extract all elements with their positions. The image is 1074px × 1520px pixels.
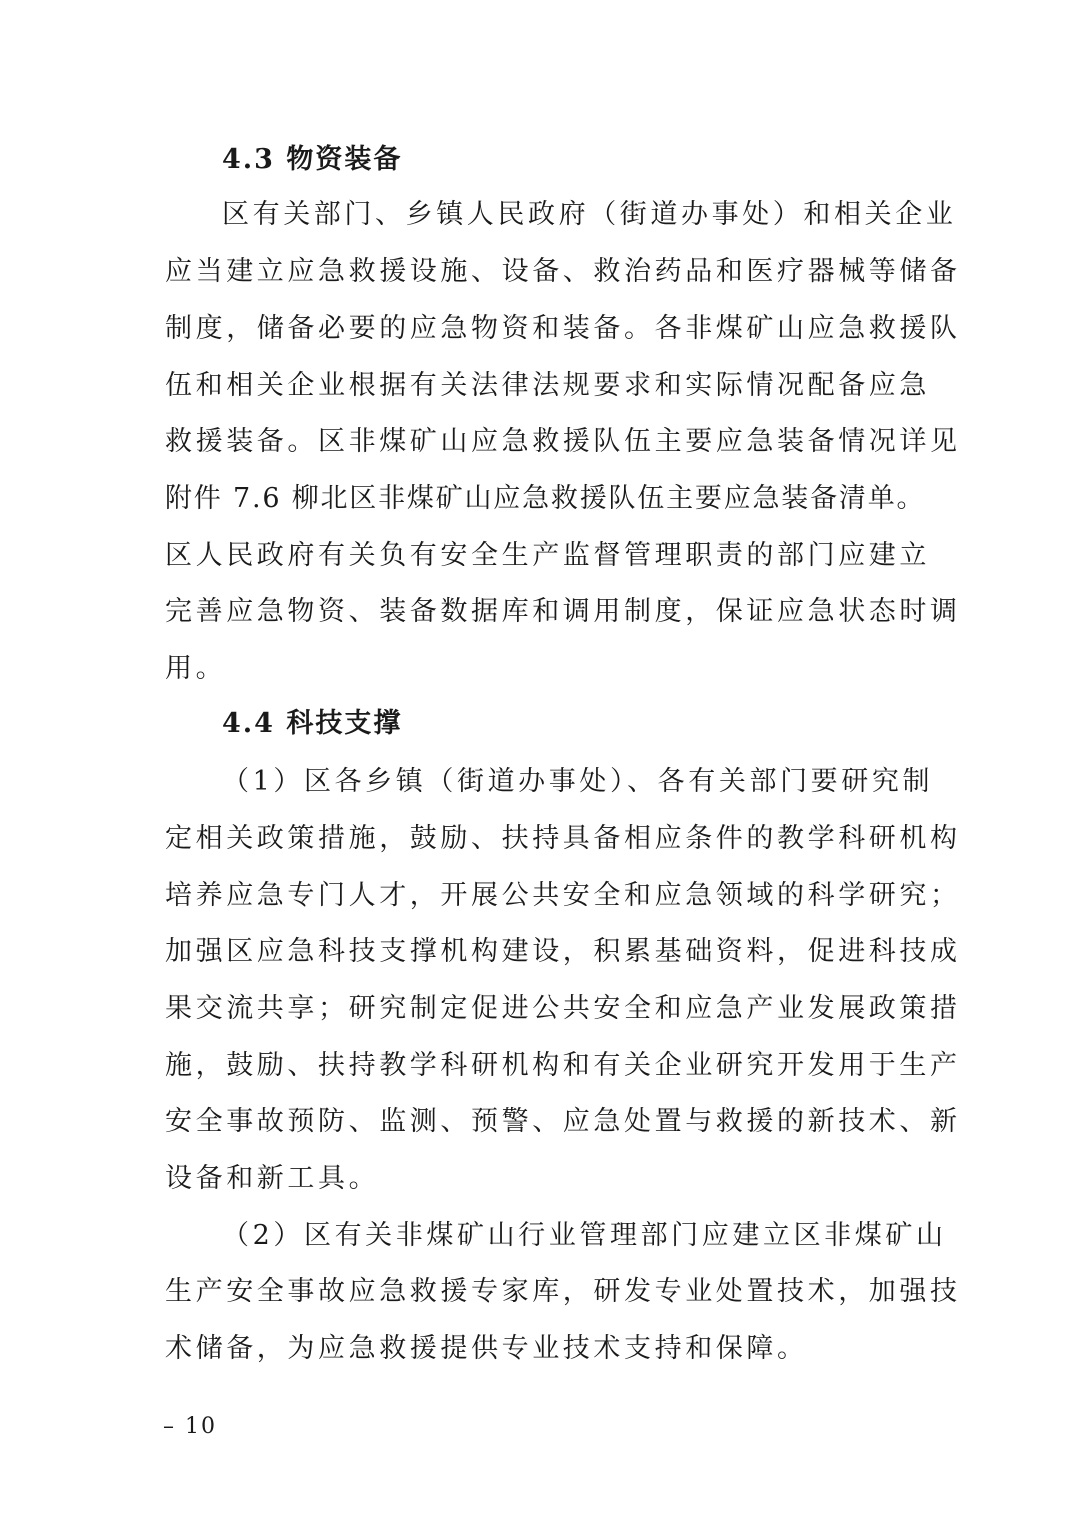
- page-number: – 10: [163, 1414, 217, 1439]
- section-4-3-line: 区人民政府有关负有安全生产监督管理职责的部门应建立: [165, 540, 930, 571]
- section-4-4-line: 设备和新工具。: [165, 1163, 380, 1194]
- section-4-4-line: 定相关政策措施，鼓励、扶持具备相应条件的教学科研机构: [165, 823, 961, 854]
- section-4-4-line: 术储备，为应急救援提供专业技术支持和保障。: [165, 1333, 808, 1364]
- section-4-4-heading: 4.4 科技支撑: [222, 708, 403, 739]
- section-4-3-line: 完善应急物资、装备数据库和调用制度，保证应急状态时调: [165, 596, 961, 627]
- section-4-4-line: （2）区有关非煤矿山行业管理部门应建立区非煤矿山: [222, 1220, 947, 1251]
- section-4-3-line: 附件 7.6 柳北区非煤矿山应急救援队伍主要应急装备清单。: [165, 483, 926, 514]
- section-4-4-line: 加强区应急科技支撑机构建设，积累基础资料，促进科技成: [165, 936, 961, 967]
- section-4-3-line: 制度，储备必要的应急物资和装备。各非煤矿山应急救援队: [165, 313, 961, 344]
- section-4-4-line: （1）区各乡镇（街道办事处）、各有关部门要研究制: [222, 766, 934, 797]
- section-4-4-line: 安全事故预防、监测、预警、应急处置与救援的新技术、新: [165, 1106, 961, 1137]
- section-4-3-line: 应当建立应急救援设施、设备、救治药品和医疗器械等储备: [165, 256, 961, 287]
- section-4-4-line: 施，鼓励、扶持教学科研机构和有关企业研究开发用于生产: [165, 1050, 961, 1081]
- section-4-3-heading: 4.3 物资装备: [222, 144, 403, 175]
- section-4-4-line: 果交流共享；研究制定促进公共安全和应急产业发展政策措: [165, 993, 961, 1024]
- section-4-4-line: 培养应急专门人才，开展公共安全和应急领域的科学研究；: [165, 880, 961, 911]
- section-4-4-line: 生产安全事故应急救援专家库，研发专业处置技术，加强技: [165, 1276, 961, 1307]
- section-4-3-line: 用。: [165, 653, 227, 684]
- section-4-3-line: 救援装备。区非煤矿山应急救援队伍主要应急装备情况详见: [165, 426, 961, 457]
- section-4-3-line: 伍和相关企业根据有关法律法规要求和实际情况配备应急: [165, 370, 930, 401]
- section-4-3-line: 区有关部门、乡镇人民政府（街道办事处）和相关企业: [222, 199, 957, 230]
